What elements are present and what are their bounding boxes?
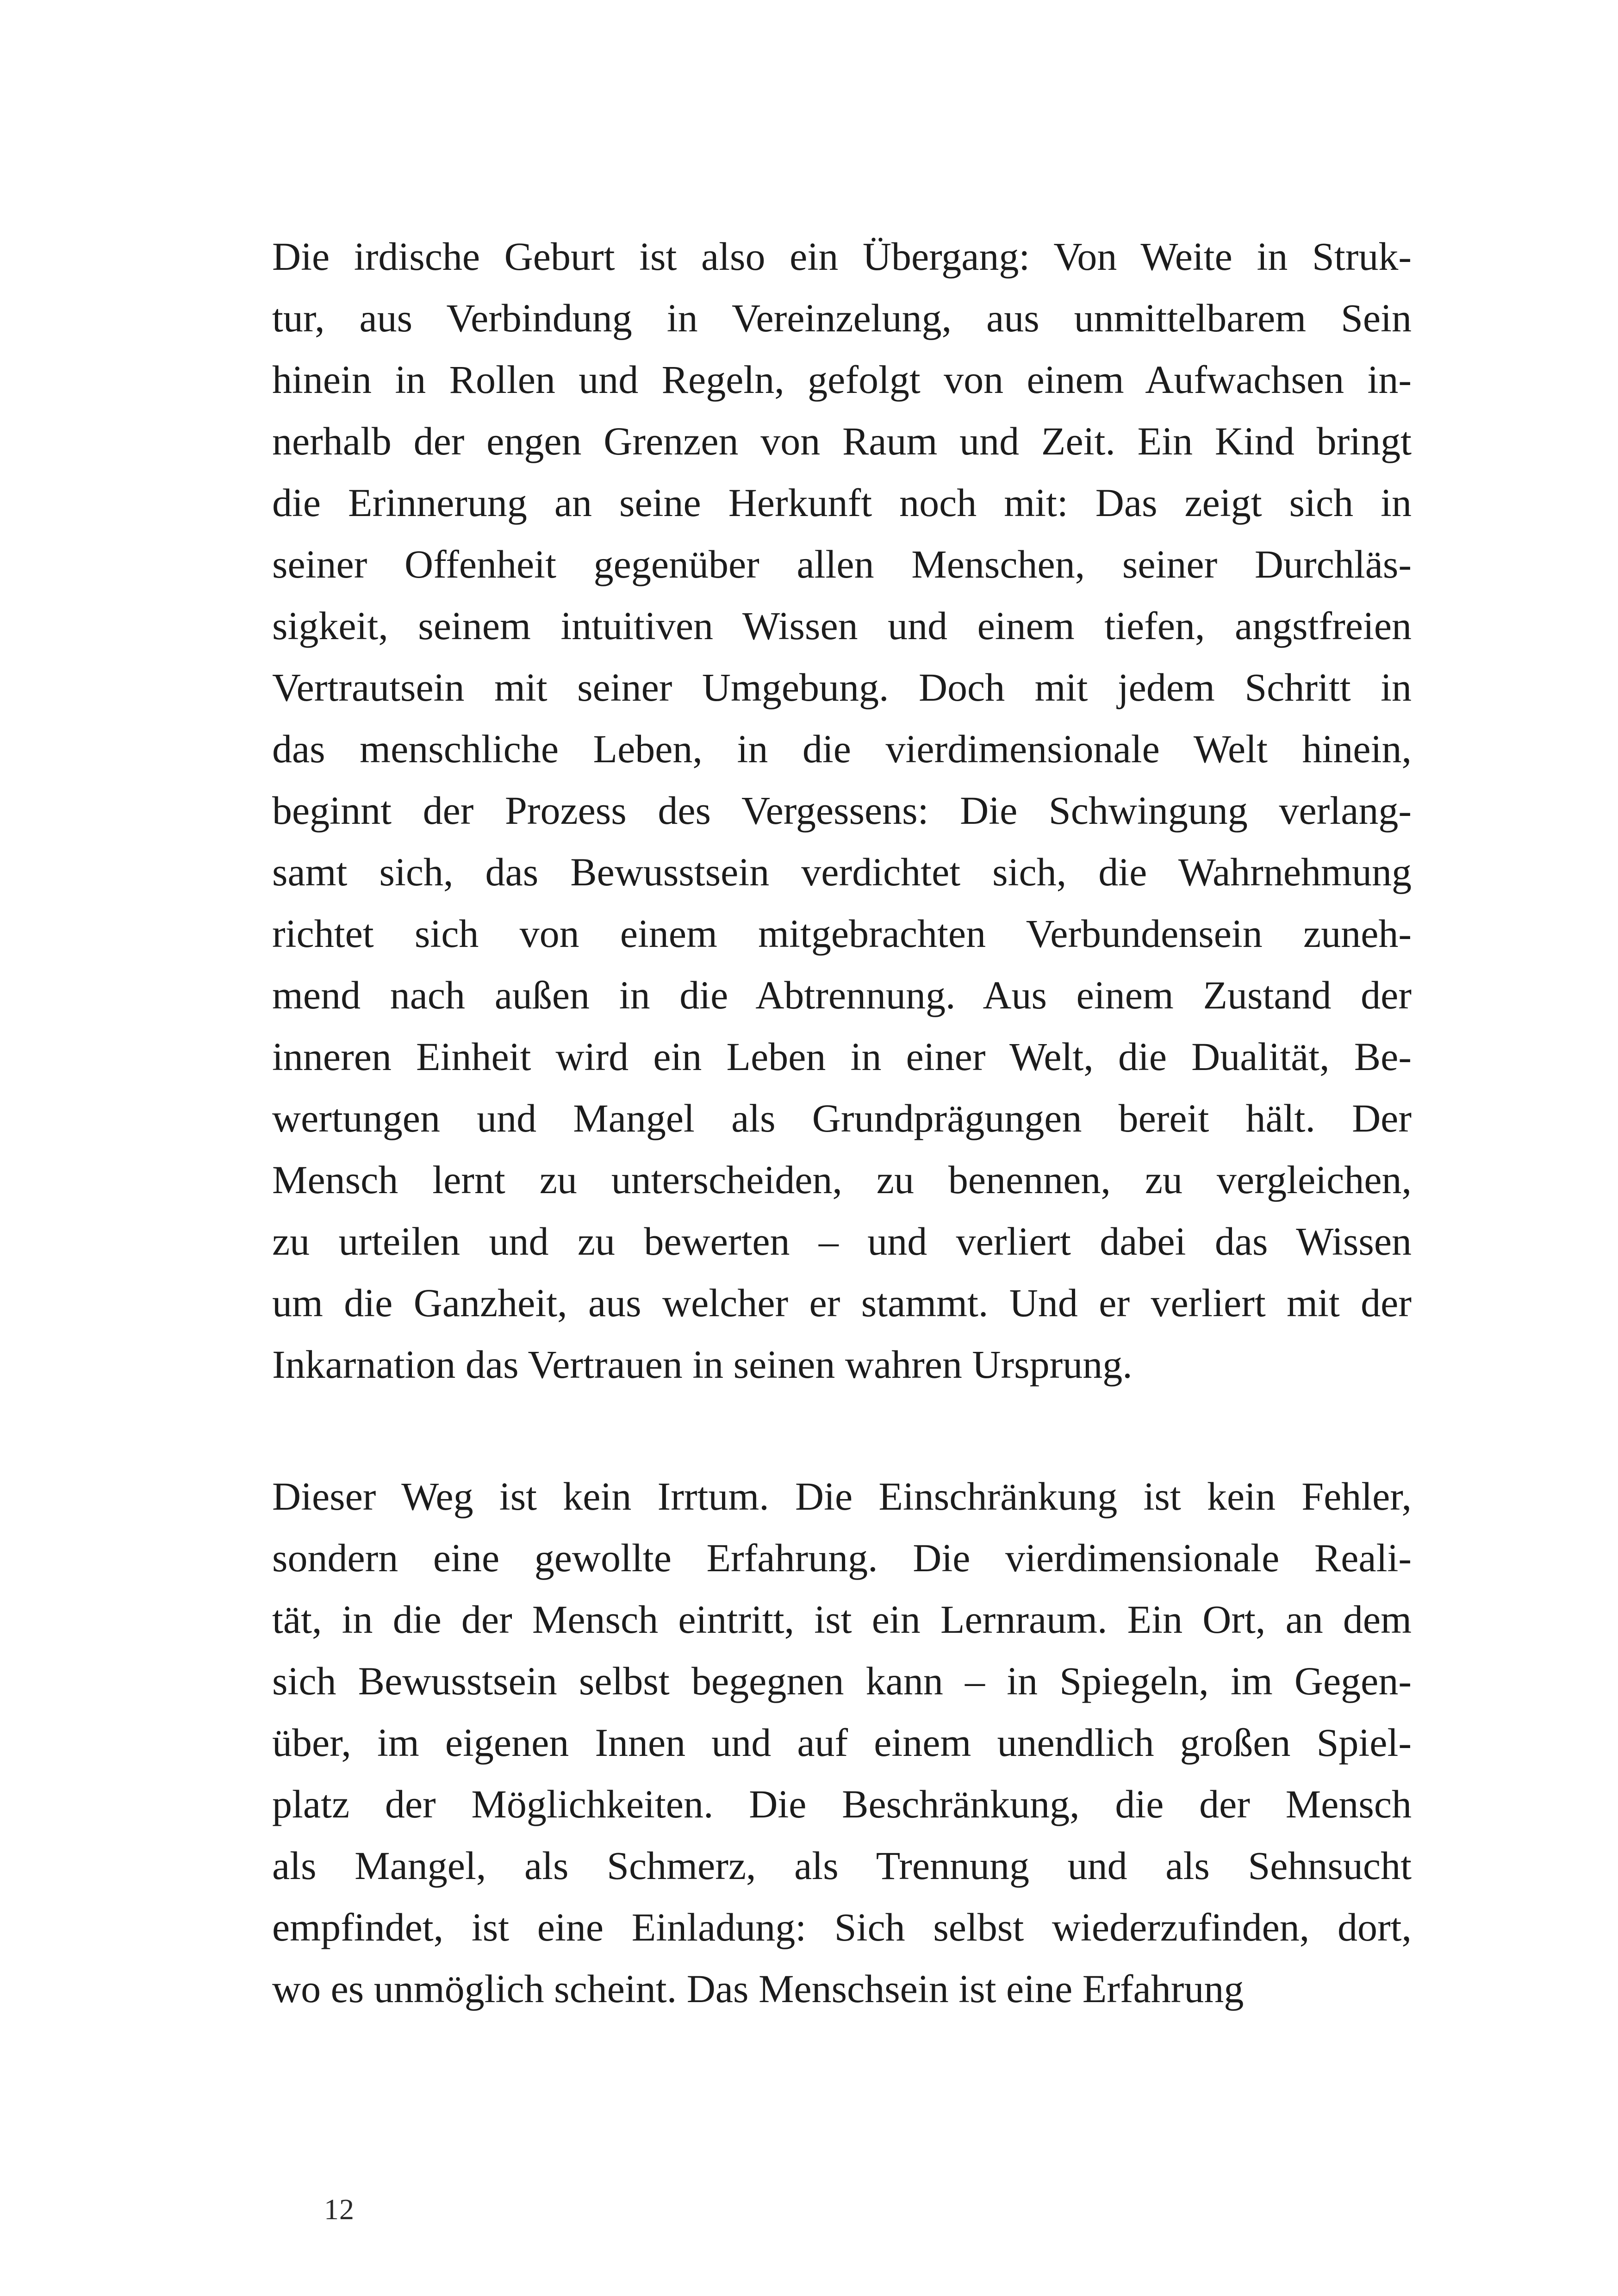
text-line: hinein in Rollen und Regeln, gefolgt von einem Aufwachsen in- — [272, 357, 1412, 402]
text-block — [272, 226, 1412, 2090]
text-line: Inkarnation das Vertrauen in seinen wahren Ursprung. — [272, 1342, 1133, 1387]
text-line: um die Ganzheit, aus welcher er stammt. Und er verliert mit der — [272, 1281, 1412, 1325]
paragraph — [272, 226, 1412, 1395]
text-line: mend nach außen in die Abtrennung. Aus einem Zustand der — [272, 973, 1412, 1017]
text-line: seiner Offenheit gegenüber allen Menschen, seiner Durchläs- — [272, 542, 1412, 586]
text-line: wo es unmöglich scheint. Das Menschsein ist eine Erfahrung — [272, 1966, 1244, 2011]
text-line: zu urteilen und zu bewerten – und verliert dabei das Wissen — [272, 1219, 1412, 1263]
text-line: nerhalb der engen Grenzen von Raum und Zeit. Ein Kind bringt — [272, 419, 1412, 463]
text-line: sich Bewusstsein selbst begegnen kann – in Spiegeln, im Gegen- — [272, 1659, 1412, 1703]
text-line: samt sich, das Bewusstsein verdichtet sich, die Wahrnehmung — [272, 850, 1412, 894]
text-line: Mensch lernt zu unterscheiden, zu benennen, zu vergleichen, — [272, 1157, 1412, 1202]
text-line: Vertrautsein mit seiner Umgebung. Doch mit jedem Schritt in — [272, 665, 1412, 709]
text-line: wertungen und Mangel als Grundprägungen bereit hält. Der — [272, 1096, 1412, 1140]
text-line: tät, in die der Mensch eintritt, ist ein Lernraum. Ein Ort, an dem — [272, 1597, 1412, 1642]
text-line: richtet sich von einem mitgebrachten Verbundensein zuneh- — [272, 911, 1412, 956]
text-line: beginnt der Prozess des Vergessens: Die Schwingung verlang- — [272, 788, 1412, 833]
text-line: Die irdische Geburt ist also ein Übergang: Von Weite in Struk- — [272, 234, 1412, 279]
text-line: tur, aus Verbindung in Vereinzelung, aus unmittelbarem Sein — [272, 296, 1412, 340]
text-line: sondern eine gewollte Erfahrung. Die vierdimensionale Reali- — [272, 1536, 1412, 1580]
text-line: das menschliche Leben, in die vierdimensionale Welt hinein, — [272, 727, 1412, 771]
text-line: die Erinnerung an seine Herkunft noch mit: Das zeigt sich in — [272, 480, 1412, 525]
paragraph — [272, 1466, 1412, 2020]
text-line: inneren Einheit wird ein Leben in einer Welt, die Dualität, Be- — [272, 1034, 1412, 1079]
text-line: empfindet, ist eine Einladung: Sich selbst wiederzufinden, dort, — [272, 1905, 1412, 1949]
text-line: sigkeit, seinem intuitiven Wissen und einem tiefen, angstfreien — [272, 604, 1412, 648]
text-line: als Mangel, als Schmerz, als Trennung und als Sehnsucht — [272, 1843, 1412, 1888]
text-line: über, im eigenen Innen und auf einem unendlich großen Spiel- — [272, 1720, 1412, 1765]
text-line: platz der Möglichkeiten. Die Beschränkung, die der Mensch — [272, 1782, 1412, 1826]
text-line: Dieser Weg ist kein Irrtum. Die Einschränkung ist kein Fehler, — [272, 1474, 1412, 1518]
page-number: 12 — [324, 2193, 355, 2226]
